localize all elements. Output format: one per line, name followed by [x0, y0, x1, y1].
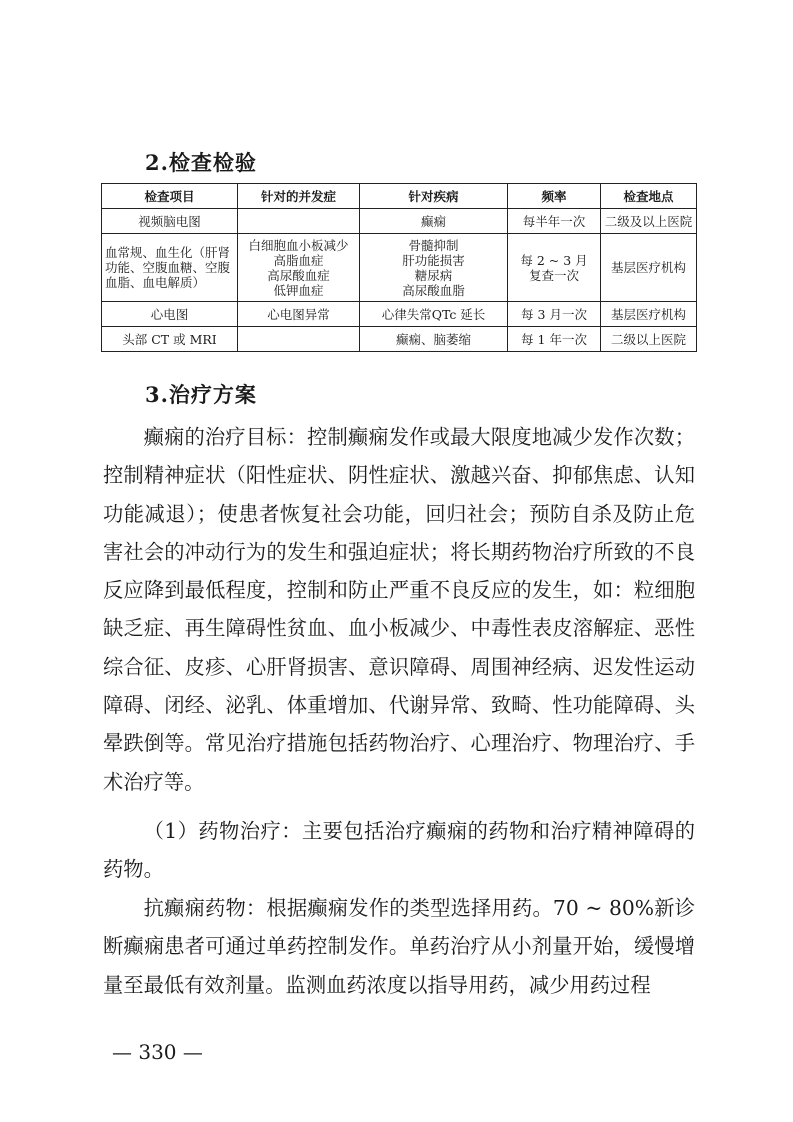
cell-item: 血常规、血生化（肝肾 功能、空腹血糖、空腹 血脂、血电解质）: [102, 234, 238, 302]
cell-complication: [238, 209, 360, 234]
section-title-treatment: 3.治疗方案: [145, 382, 257, 407]
cell-location: 二级以上医院: [601, 327, 697, 352]
cell-location: 基层医疗机构: [601, 234, 697, 302]
section-title-exam: 2.检查检验: [145, 150, 257, 175]
paragraph-treatment-goal: [103, 418, 695, 801]
cell-complication: 白细胞血小板减少 高脂血症 高尿酸血症 低钾血症: [238, 234, 360, 302]
exam-table: [101, 183, 697, 352]
cell-frequency: 每 1 年一次: [508, 327, 601, 352]
paragraph-text: （1）药物治疗：主要包括治疗癫痫的药物和治疗精神障碍的药物。: [103, 819, 695, 882]
header-complication: 针对的并发症: [238, 184, 360, 209]
header-location: 检查地点: [601, 184, 697, 209]
exam-table-header-row: [102, 184, 697, 209]
table-row: [102, 327, 697, 352]
cell-disease: 癫痫: [360, 209, 508, 234]
cell-item: 心电图: [102, 302, 238, 327]
cell-disease: 心律失常QTc 延长: [360, 302, 508, 327]
cell-frequency: 每 2 ~ 3 月 复查一次: [508, 234, 601, 302]
cell-frequency: 每 3 月一次: [508, 302, 601, 327]
table-row: [102, 209, 697, 234]
header-frequency: 频率: [508, 184, 601, 209]
cell-frequency: 每半年一次: [508, 209, 601, 234]
page-number: — 330 —: [112, 1040, 203, 1064]
header-disease: 针对疾病: [360, 184, 508, 209]
cell-complication: [238, 327, 360, 352]
paragraph-text: 抗癫痫药物：根据癫痫发作的类型选择用药。70 ~ 80%新诊断癫痫患者可通过单药控制发作。单药治疗从小剂量开始，缓慢增量至最低有效剂量。监测血药浓度以指导用药，减少用药过程: [103, 896, 695, 997]
cell-location: 二级及以上医院: [601, 209, 697, 234]
cell-item: 头部 CT 或 MRI: [102, 327, 238, 352]
paragraph-antiepileptic: [103, 889, 695, 1004]
paragraph-drug-therapy: [103, 812, 695, 889]
cell-complication: 心电图异常: [238, 302, 360, 327]
table-row: [102, 234, 697, 302]
paragraph-text: 癫痫的治疗目标：控制癫痫发作或最大限度地减少发作次数；控制精神症状（阳性症状、阴性症状、激越兴奋、抑郁焦虑、认知功能减退）；使患者恢复社会功能，回归社会；预防自杀及防止危害社会的冲动行为的发生和强迫症状；将长期药物治疗所致的不良反应降到最低程度，控制和防止严重不良反应的发生，如：粒细胞缺乏症、再生障碍性贫血、血小板减少、中毒性表皮溶解症、恶性综合征、皮疹、心肝肾损害、意识障碍、周围神经病、迟发性运动障碍、闭经、泌乳、体重增加、代谢异常、致畸、性功能障碍、头晕跌倒等。常见治疗措施包括药物治疗、心理治疗、物理治疗、手术治疗等。: [103, 425, 695, 794]
cell-item: 视频脑电图: [102, 209, 238, 234]
cell-location: 基层医疗机构: [601, 302, 697, 327]
cell-disease: 癫痫、脑萎缩: [360, 327, 508, 352]
cell-disease: 骨髓抑制 肝功能损害 糖尿病 高尿酸血脂: [360, 234, 508, 302]
header-item: 检查项目: [102, 184, 238, 209]
table-row: [102, 302, 697, 327]
